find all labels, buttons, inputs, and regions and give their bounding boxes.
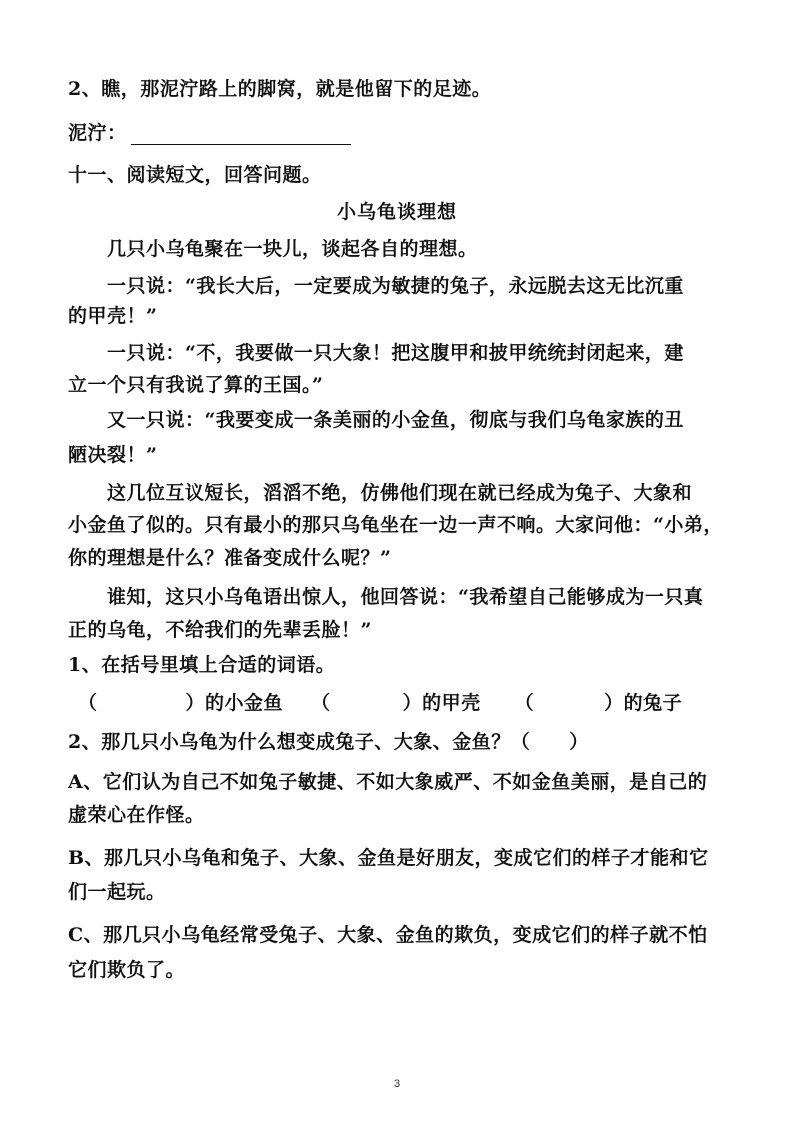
option-b-line-1: B、那几只小乌龟和兔子、大象、金鱼是好朋友，变成它们的样子才能和它	[68, 847, 709, 869]
story-line: 一只说：“不，我要做一只大象！把这腹甲和披甲统统封闭起来，建	[107, 342, 684, 364]
story-line: 几只小乌龟聚在一块儿，谈起各自的理想。	[107, 238, 478, 260]
fill-paren-close: ）	[185, 692, 206, 714]
option-c-line-2: 它们欺负了。	[68, 959, 186, 981]
fill-item-word: 的小金鱼	[205, 692, 284, 714]
word-label: 泥泞：	[68, 122, 127, 144]
fill-paren-open: （	[78, 692, 98, 714]
story-line: 你的理想是什么？准备变成什么呢？”	[68, 547, 392, 569]
word-definition-row	[68, 118, 351, 145]
page-number: 3	[393, 1078, 401, 1090]
question-2-prompt: 2、那几只小乌龟为什么想变成兔子、大象、金鱼？（ ）	[68, 731, 589, 753]
story-line: 正的乌龟，不给我们的先辈丢脸！”	[68, 619, 372, 641]
story-line: 一只说：“我长大后，一定要成为敏捷的兔子，永远脱去这无比沉重	[107, 275, 684, 297]
story-line: 谁知，这只小乌龟语出惊人，他回答说：“我希望自己能够成为一只真	[107, 586, 704, 608]
fill-paren-open: （	[514, 692, 535, 714]
option-b-line-2: 们一起玩。	[68, 881, 166, 903]
fill-paren-close: ）	[402, 692, 423, 714]
fill-paren-close: ）	[604, 692, 624, 714]
fill-paren-open: （	[311, 692, 331, 714]
story-line: 的甲壳！”	[68, 305, 158, 327]
story-line: 小金鱼了似的。只有最小的那只乌龟坐在一边一声不响。大家问他：“小弟，	[68, 514, 723, 536]
story-line: 立一个只有我说了算的王国。”	[68, 374, 324, 396]
story-line: 又一只说：“我要变成一条美丽的小金鱼，彻底与我们乌龟家族的丑	[107, 409, 684, 431]
story-line: 这几位互议短长，滔滔不绝，仿佛他们现在就已经成为兔子、大象和	[107, 482, 693, 504]
answer-blank[interactable]	[131, 126, 351, 145]
section-heading: 十一、阅读短文，回答问题。	[68, 164, 322, 186]
story-title: 小乌龟谈理想	[336, 201, 457, 223]
fill-item-word: 的兔子	[623, 692, 683, 714]
question-1-items	[78, 688, 682, 715]
question-sentence: 2、瞧，那泥泞路上的脚窝，就是他留下的足迹。	[68, 78, 492, 100]
story-line: 陋决裂！”	[68, 444, 158, 466]
option-a-line-2: 虚荣心在作怪。	[68, 804, 205, 826]
fill-item-word: 的甲壳	[422, 692, 481, 714]
option-c-line-1: C、那几只小乌龟经常受兔子、大象、金鱼的欺负，变成它们的样子就不怕	[68, 924, 708, 946]
question-1-prompt: 1、在括号里填上合适的词语。	[68, 654, 336, 676]
option-a-line-1: A、它们认为自己不如兔子敏捷、不如大象威严、不如金鱼美丽，是自己的	[68, 771, 708, 793]
